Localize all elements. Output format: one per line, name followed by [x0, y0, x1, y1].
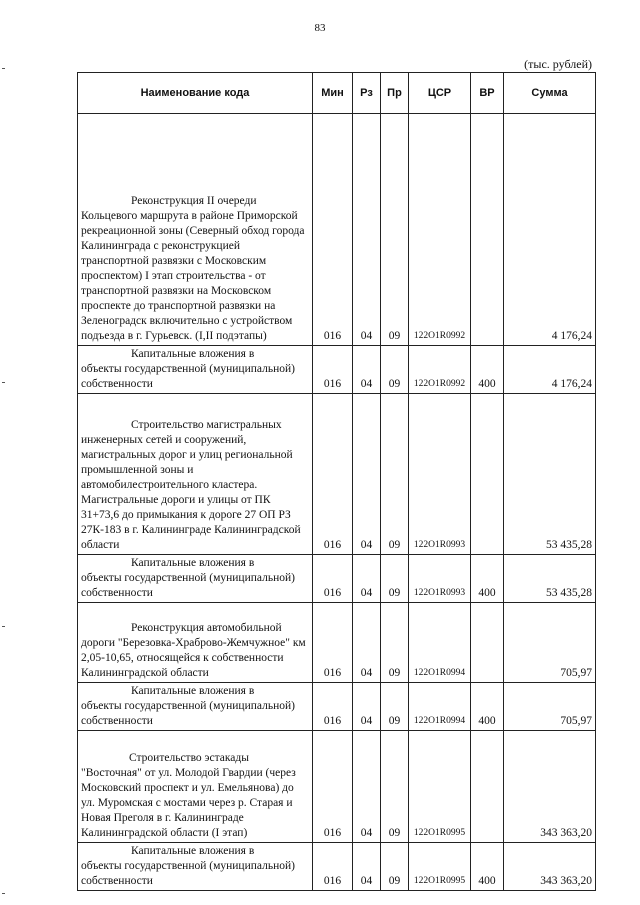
row-sum: 53 435,28 [504, 555, 596, 603]
row-pr: 09 [381, 731, 409, 843]
row-min: 016 [313, 394, 353, 555]
header-pr: Пр [381, 73, 409, 114]
row-name [78, 346, 313, 394]
row-sum: 4 176,24 [504, 346, 596, 394]
row-pr: 09 [381, 603, 409, 683]
row-name-rest: "Восточная" от ул. Молодой Гвардии (через Московский проспект и ул. Емельянова) до ул. Муромская с мостами через р. Старая и Новая Преголя в г. Калининграде Калининградской области (I этап) [81, 767, 296, 839]
row-csr: 122O1R0994 [409, 683, 471, 731]
row-min: 016 [313, 555, 353, 603]
row-sum: 4 176,24 [504, 114, 596, 346]
row-name [78, 603, 313, 683]
table-row [78, 683, 596, 731]
row-vr: 400 [471, 843, 504, 891]
header-csr: ЦСР [409, 73, 471, 114]
row-name-rest: объекты государственной (муниципальной) собственности [81, 860, 295, 887]
row-vr [471, 603, 504, 683]
row-name-rest: инженерных сетей и сооружений, магистральных дорог и улиц региональной промышленной зоны и автомобилестроительного кластера. Магистральные дороги и улицы от ПК 31+73,6 до примыкания к дороге 27 ОП РЗ 27К-183 в г. Калининграде Калининградской области [81, 434, 301, 551]
row-name [78, 683, 313, 731]
row-name [78, 555, 313, 603]
row-name-lead: Капитальные вложения в [131, 557, 255, 569]
row-min: 016 [313, 843, 353, 891]
row-min: 016 [313, 114, 353, 346]
row-csr: 122O1R0995 [409, 843, 471, 891]
header-name: Наименование кода [78, 73, 313, 114]
row-sum: 53 435,28 [504, 394, 596, 555]
row-name-lead: Реконструкция II очереди [131, 195, 257, 207]
row-min: 016 [313, 731, 353, 843]
header-rz: Рз [353, 73, 381, 114]
scan-mark [2, 68, 5, 69]
table-row [78, 731, 596, 843]
scan-mark [2, 626, 5, 627]
row-name-lead: Капитальные вложения в [131, 685, 255, 697]
row-name-lead: Строительство магистральных [131, 419, 282, 431]
row-min: 016 [313, 346, 353, 394]
row-name [78, 843, 313, 891]
scan-mark [2, 893, 5, 894]
header-vr: ВР [471, 73, 504, 114]
row-sum: 343 363,20 [504, 843, 596, 891]
row-name [78, 731, 313, 843]
table-row [78, 555, 596, 603]
row-vr: 400 [471, 683, 504, 731]
row-pr: 09 [381, 843, 409, 891]
table-row [78, 114, 596, 346]
row-name [78, 394, 313, 555]
row-pr: 09 [381, 555, 409, 603]
row-sum: 705,97 [504, 603, 596, 683]
row-csr: 122O1R0994 [409, 603, 471, 683]
row-name-lead: Капитальные вложения в [131, 845, 255, 857]
row-name-rest: объекты государственной (муниципальной) собственности [81, 363, 295, 390]
row-rz: 04 [353, 555, 381, 603]
row-csr: 122O1R0995 [409, 731, 471, 843]
row-name-rest: дороги "Березовка-Храброво-Жемчужное" км 2,05-10,65, относящейся к собственности Калининградской области [81, 637, 306, 679]
table-header-row [78, 73, 596, 114]
row-pr: 09 [381, 114, 409, 346]
scan-mark [2, 382, 5, 383]
row-sum: 705,97 [504, 683, 596, 731]
budget-table [77, 72, 596, 891]
row-sum: 343 363,20 [504, 731, 596, 843]
row-rz: 04 [353, 731, 381, 843]
table-row [78, 346, 596, 394]
row-rz: 04 [353, 683, 381, 731]
table-row [78, 394, 596, 555]
page-number: 83 [314, 22, 326, 34]
row-min: 016 [313, 683, 353, 731]
row-name-rest: объекты государственной (муниципальной) собственности [81, 572, 295, 599]
row-csr: 122O1R0993 [409, 555, 471, 603]
row-rz: 04 [353, 603, 381, 683]
row-vr [471, 731, 504, 843]
row-pr: 09 [381, 346, 409, 394]
row-name-rest: Кольцевого маршрута в районе Приморской рекреационной зоны (Северный обход города Калининграда с реконструкцией транспортной развязки с Московским проспектом) I этап строительства - от транспортной развязки на Московском проспекте до транспортной развязки на Зеленоградск включительно с устройством подъезда в г. Гурьевск. (I,II подэтапы) [81, 210, 305, 342]
header-sum: Сумма [504, 73, 596, 114]
row-pr: 09 [381, 683, 409, 731]
row-csr: 122O1R0992 [409, 114, 471, 346]
row-pr: 09 [381, 394, 409, 555]
table-row [78, 603, 596, 683]
row-min: 016 [313, 603, 353, 683]
row-name [78, 114, 313, 346]
row-csr: 122O1R0992 [409, 346, 471, 394]
row-rz: 04 [353, 114, 381, 346]
header-min: Мин [313, 73, 353, 114]
row-name-lead: Капитальные вложения в [131, 348, 255, 360]
row-vr: 400 [471, 346, 504, 394]
row-rz: 04 [353, 346, 381, 394]
row-name-lead: Строительство эстакады [129, 752, 249, 764]
row-name-lead: Реконструкция автомобильной [131, 622, 282, 634]
row-rz: 04 [353, 843, 381, 891]
row-vr [471, 114, 504, 346]
row-name-rest: объекты государственной (муниципальной) собственности [81, 700, 295, 727]
row-csr: 122O1R0993 [409, 394, 471, 555]
table-row [78, 843, 596, 891]
row-vr: 400 [471, 555, 504, 603]
units-note: (тыс. рублей) [524, 57, 592, 71]
row-vr [471, 394, 504, 555]
row-rz: 04 [353, 394, 381, 555]
